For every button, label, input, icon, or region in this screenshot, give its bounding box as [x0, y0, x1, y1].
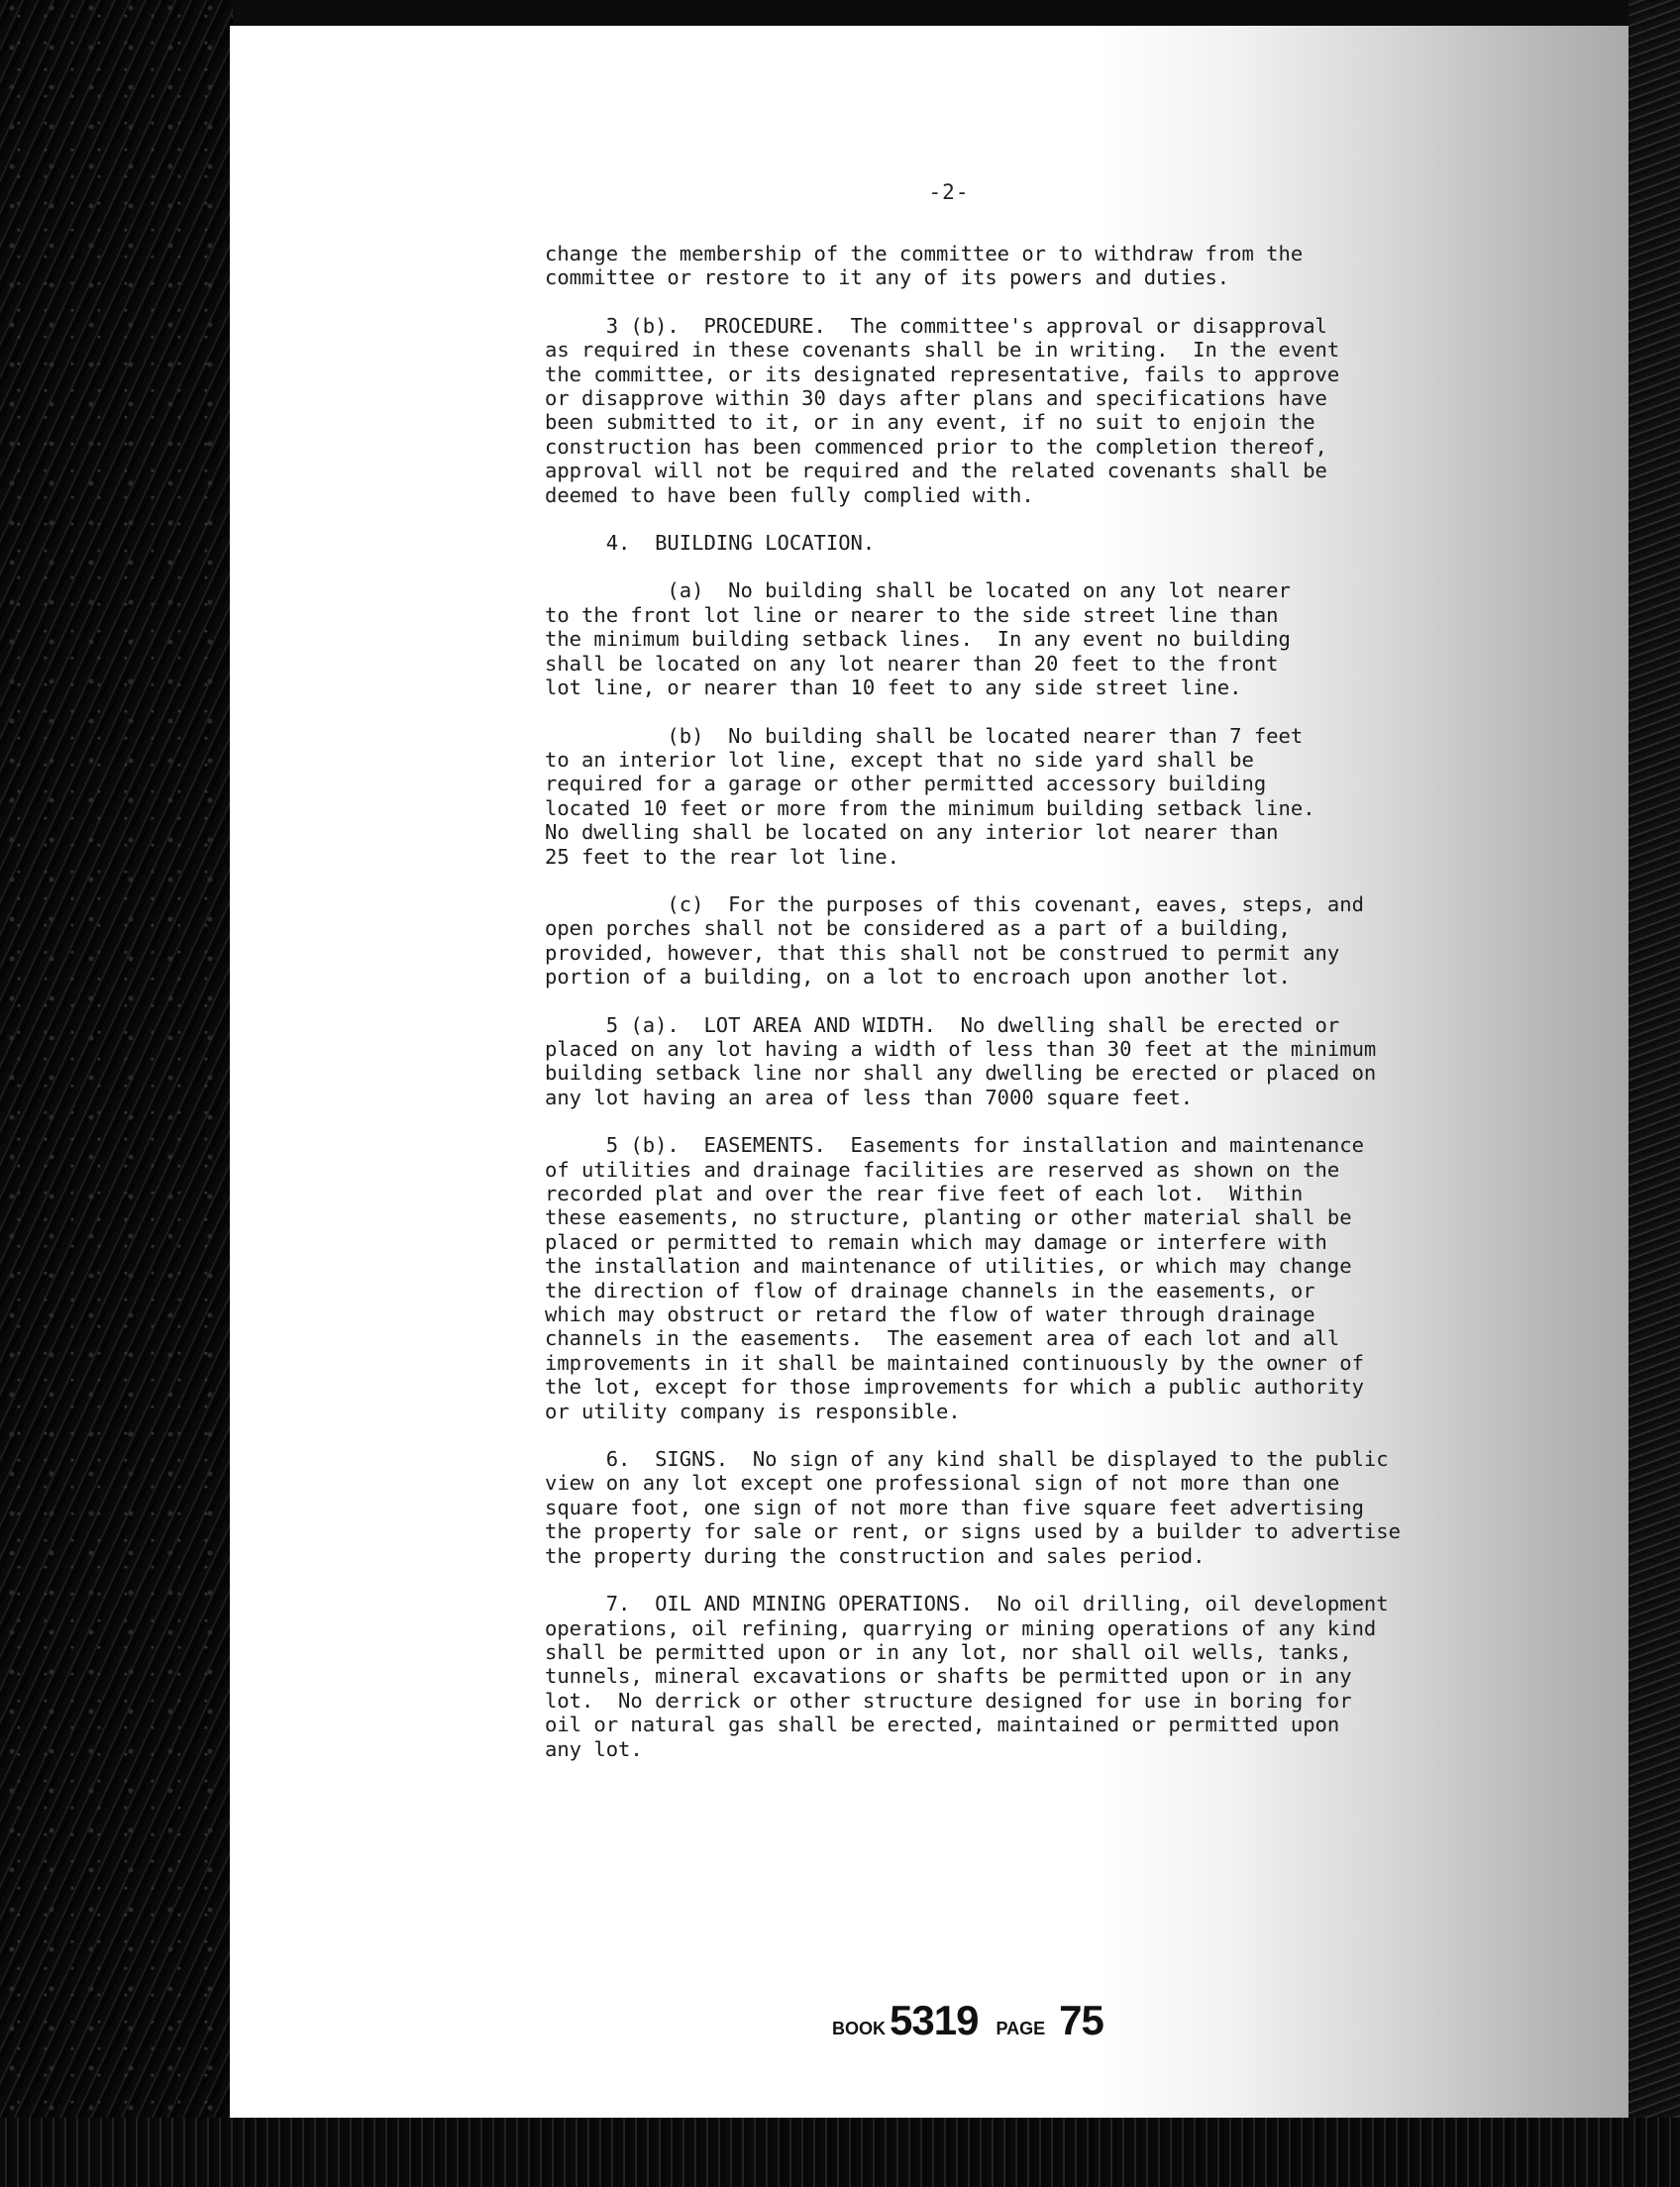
book-label: BOOK — [832, 2019, 886, 2038]
document-body — [545, 242, 1541, 1785]
paragraph-4c: (c) For the purposes of this covenant, eaves, steps, and open porches shall not be considered as a part of a building, provided, however, that this shall not be construed to permit any portion of a building, on a lot to encroach upon another lot. — [545, 891, 1364, 989]
book-number: 5319 — [890, 1997, 979, 2043]
page-label: PAGE — [996, 2019, 1046, 2038]
paragraph-5a-lot-area: 5 (a). LOT AREA AND WIDTH. No dwelling shall be erected or placed on any lot having a width of less than 30 feet at the minimum building setback line nor shall any dwelling be erected or placed on any lot having an area of less than 7000 square feet. — [545, 1012, 1377, 1109]
stamp-page-number: 75 — [1059, 1997, 1103, 2043]
paragraph-4b: (b) No building shall be located nearer than 7 feet to an interior lot line, except that no side yard shall be required for a garage or other permitted accessory building located 10 feet or more from the minimum building setback line. No dwelling shall be located on any interior lot nearer than 25 feet to the rear lot line. — [545, 723, 1315, 869]
heading-4-building-location: 4. BUILDING LOCATION. — [545, 531, 876, 556]
book-page-stamp — [832, 1997, 1103, 2044]
scan-border-bottom — [0, 2118, 1680, 2187]
paragraph-5b-easements: 5 (b). EASEMENTS. Easements for installation and maintenance of utilities and drainage facilities are reserved as shown on the recorded plat and over the rear five feet of each lot. Within these easements, no structure, planting or other material shall be placed or permitted to remain which may damage or interfere with the installation and maintenance of utilities, or which may change the direction of flow of drainage channels in the easements, or which may obstruct or retard the flow of water through drainage channels in the easements. The easement area of each lot and all improvements in it shall be maintained continuously by the owner of the lot, except for those improvements for which a public authority or utility company is responsible. — [545, 1133, 1364, 1423]
scan-border-right — [1628, 0, 1680, 2187]
paragraph-4a: (a) No building shall be located on any lot nearer to the front lot line or nearer to the side street line than the minimum building setback lines. In any event no building shall be located on any lot nearer than 20 feet to the front lot line, or nearer than 10 feet to any side street line. — [545, 578, 1291, 700]
scan-border-left — [0, 0, 233, 2187]
paragraph-6-signs: 6. SIGNS. No sign of any kind shall be displayed to the public view on any lot except one professional sign of not more than one square foot, one sign of not more than five square feet advertising the property for sale or rent, or signs used by a builder to advertise the property during the construction and sales period. — [545, 1447, 1401, 1568]
paragraph-3b-procedure: 3 (b). PROCEDURE. The committee's approval or disapproval as required in these covenants shall be in writing. In the event the committee, or its designated representative, fails to approve or disapprove within 30 days after plans and specifications have been submitted to it, or in any event, if no suit to enjoin the construction has been commenced prior to the completion thereof, approval will not be required and the related covenants shall be deemed to have been fully complied with. — [545, 313, 1340, 507]
document-page — [230, 26, 1628, 2118]
page-number: -2- — [928, 180, 970, 204]
paragraph-7-oil-mining: 7. OIL AND MINING OPERATIONS. No oil drilling, oil development operations, oil refining, quarrying or mining operations of any kind shall be permitted upon or in any lot, nor shall oil wells, tanks, tunnels, mineral excavations or shafts be permitted upon or in any lot. No derrick or other structure designed for use in boring for oil or natural gas shall be erected, maintained or permitted upon any lot. — [545, 1592, 1389, 1761]
paragraph-committee-membership: change the membership of the committee or to withdraw from the committee or restore to it any of its powers and duties. — [545, 242, 1304, 290]
